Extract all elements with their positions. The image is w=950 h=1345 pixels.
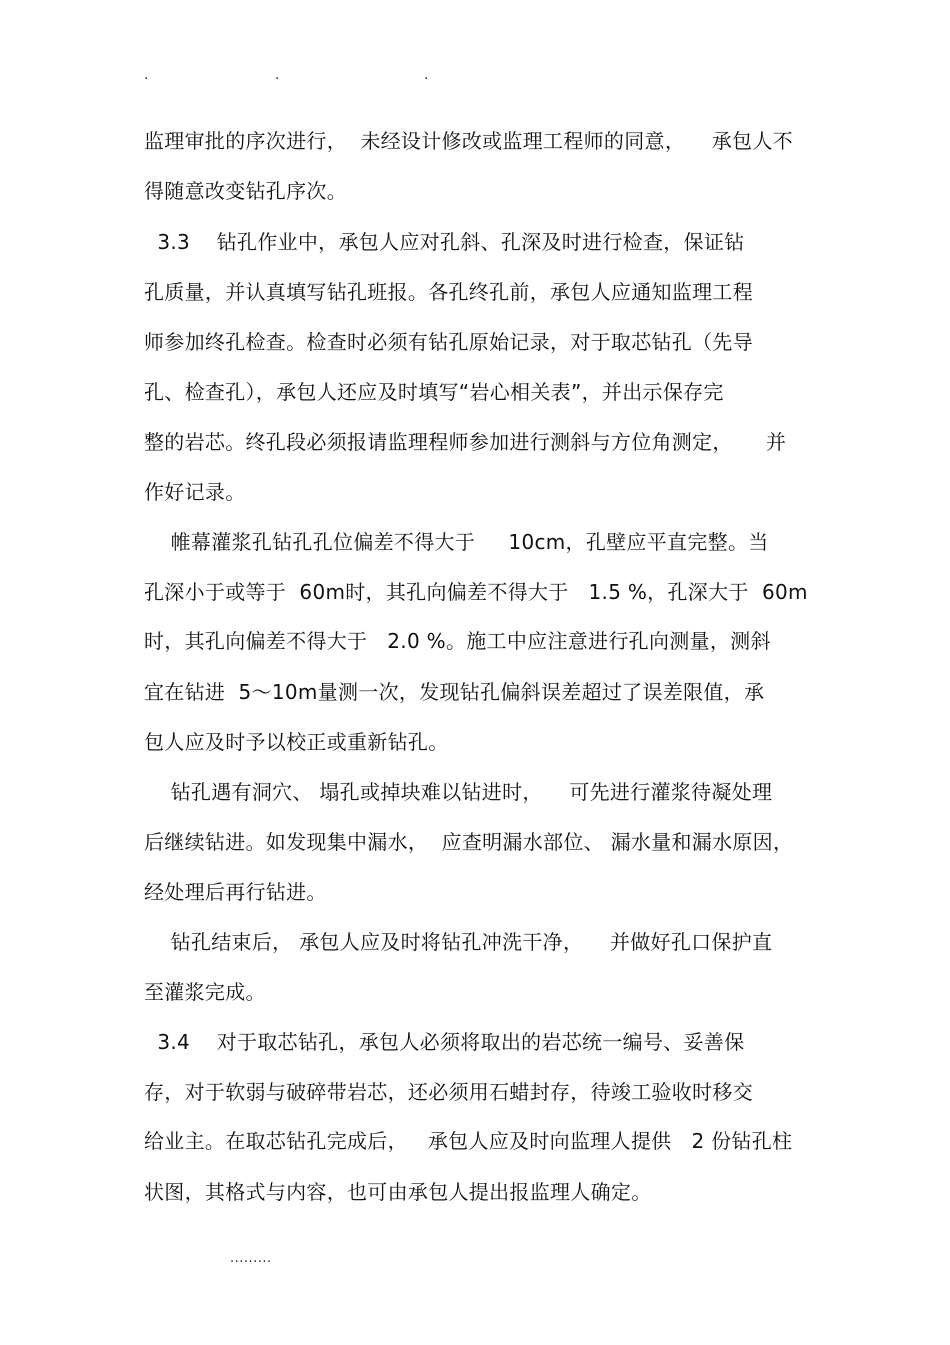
text-line: 存，对于软弱与破碎带岩芯，还必须用石蜡封存，待竣工验收时移交 xyxy=(144,1080,753,1104)
text-line: 钻孔遇有洞穴、 塌孔或掉块难以钻进时， 可先进行灌浆待凝处理 xyxy=(144,780,773,804)
text-line: 孔深小于或等于 60m时，其孔向偏差不得大于 1.5 %，孔深大于 60m xyxy=(144,580,808,604)
text-line: 师参加终孔检查。检查时必须有钻孔原始记录，对于取芯钻孔（先导 xyxy=(144,330,753,354)
text-line: 孔质量，并认真填写钻孔班报。各孔终孔前，承包人应通知监理工程 xyxy=(144,280,753,304)
header-dot-2: . xyxy=(275,67,280,83)
text-line: 帷幕灌浆孔钻孔孔位偏差不得大于 10cm，孔壁应平直完整。当 xyxy=(144,530,769,554)
text-line: 包人应及时予以校正或重新钻孔。 xyxy=(144,730,449,754)
text-line: 后继续钻进。如发现集中漏水， 应查明漏水部位、 漏水量和漏水原因， xyxy=(144,830,794,854)
footer-dots: ......... xyxy=(230,1251,272,1266)
text-line: 监理审批的序次进行， 未经设计修改或监理工程师的同意， 承包人不 xyxy=(144,129,793,153)
text-line: 得随意改变钻孔序次。 xyxy=(144,179,347,203)
text-line: 经处理后再行钻进。 xyxy=(144,880,327,904)
text-line: 状图，其格式与内容，也可由承包人提出报监理人确定。 xyxy=(144,1180,652,1204)
header-dot-3: . xyxy=(424,67,429,83)
text-line: 孔、检查孔），承包人还应及时填写“岩心相关表”，并出示保存完 xyxy=(144,380,724,404)
text-line: 给业主。在取芯钻孔完成后， 承包人应及时向监理人提供 2 份钻孔柱 xyxy=(144,1129,793,1153)
header-dot-1: . xyxy=(144,67,149,83)
text-line: 钻孔结束后， 承包人应及时将钻孔冲洗干净， 并做好孔口保护直 xyxy=(144,930,773,954)
text-line: 3.4 对于取芯钻孔，承包人必须将取出的岩芯统一编号、妥善保 xyxy=(144,1030,745,1054)
text-line: 整的岩芯。终孔段必须报请监理程师参加进行测斜与方位角测定， 并 xyxy=(144,430,787,454)
text-line: 作好记录。 xyxy=(144,480,246,504)
text-line: 时，其孔向偏差不得大于 2.0 %。施工中应注意进行孔向测量，测斜 xyxy=(144,629,771,653)
text-line: 至灌浆完成。 xyxy=(144,980,266,1004)
text-line: 宜在钻进 5～10m量测一次，发现钻孔偏斜误差超过了误差限值，承 xyxy=(144,680,765,704)
text-line: 3.3 钻孔作业中，承包人应对孔斜、孔深及时进行检查，保证钻 xyxy=(144,230,745,254)
